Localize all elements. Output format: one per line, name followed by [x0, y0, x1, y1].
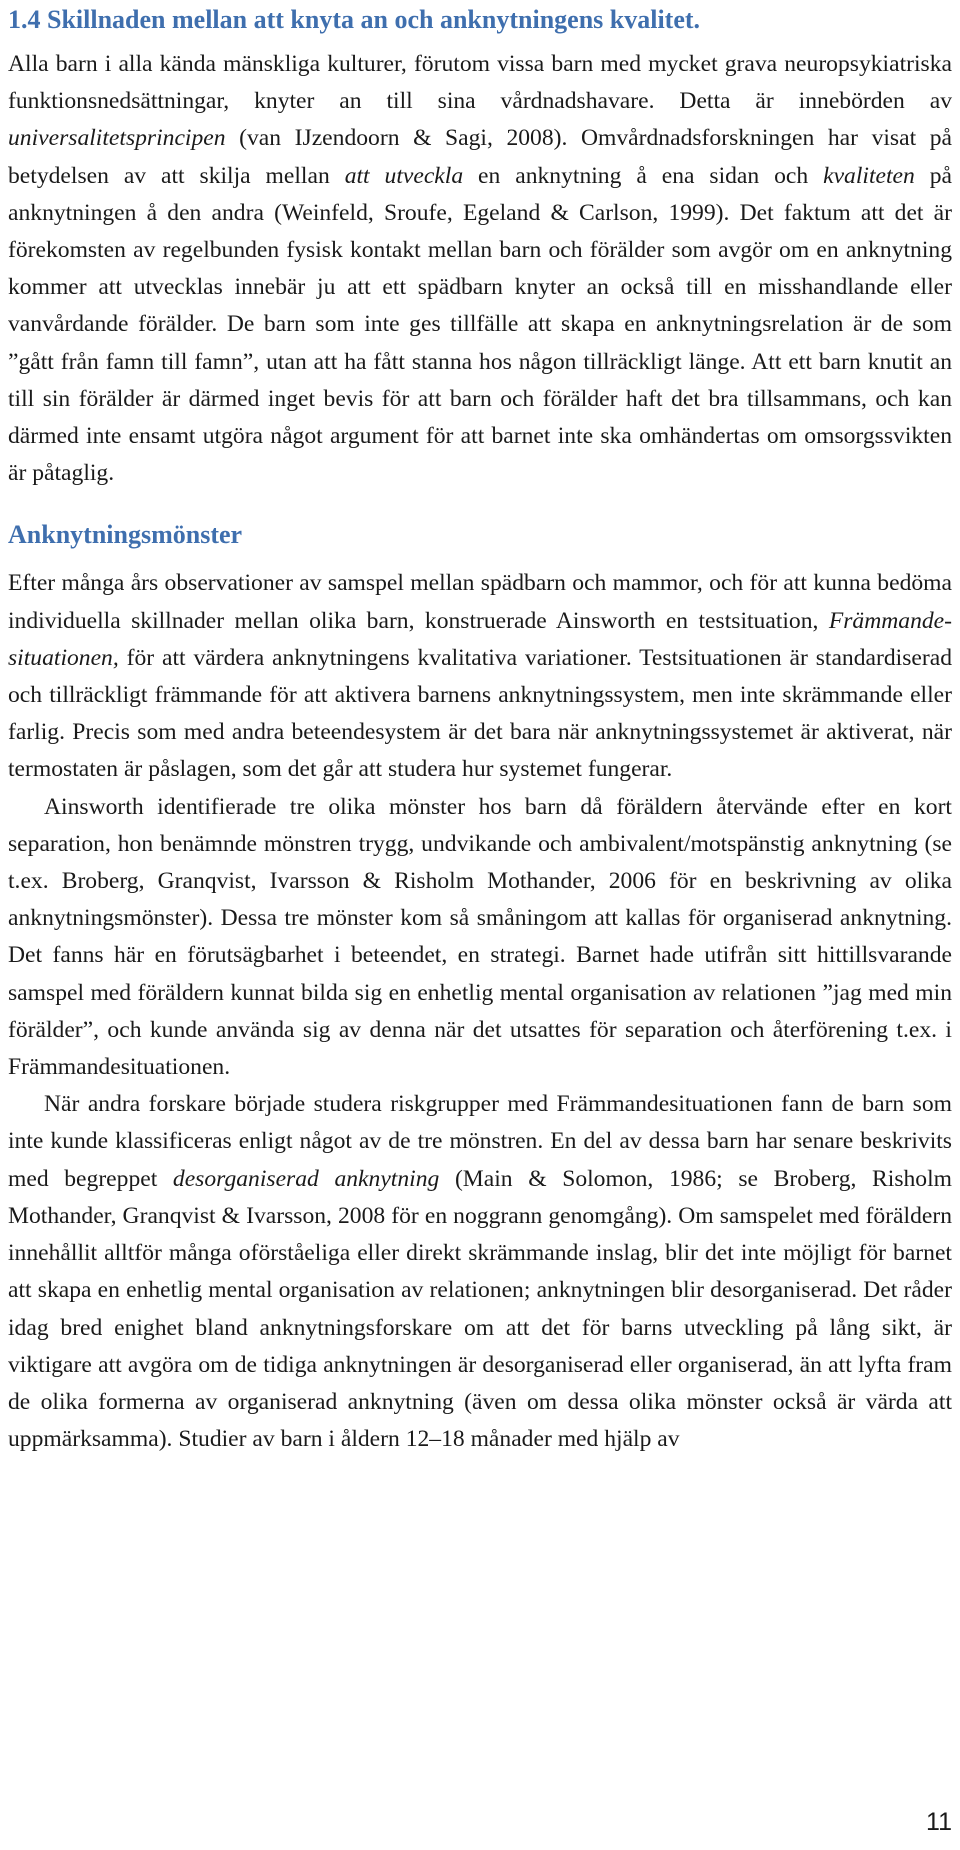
italic-term: Främmande-situationen,: [8, 607, 952, 671]
text-run: (Main & Solomon, 1986; se Broberg, Risholm Mothander, Granqvist & Ivarsson, 2008 för en noggrann genomgång). Om samspelet med föräldern innehållit alltför många oförståeliga eller direkt skrämmande inslag, blir det inte möjligt för barnet att skapa en enhetlig mental organisation av relationen; anknytningen blir desorganiserad. Det råder idag bred enighet bland anknytningsforskare om att det för barns utveckling på lång sikt, är viktigare att avgöra om de tidiga anknytningen är desorganiserad eller organiserad, än att lyfta fram de olika formerna av organiserad anknytning (även om dessa olika mönster också är värda att uppmärksamma). Studier av barn i åldern 12–18 månader med hjälp av: [8, 1165, 953, 1453]
italic-term: universalitetsprincipen: [8, 125, 226, 152]
text-run: för att värdera anknytningens kvalitativa variationer. Testsituationen är standardiserad och tillräckligt främmande för att aktivera barnens anknytningssystem, men inte skrämmande eller farlig. Precis som med andra beteendesystem är det bara när anknytningssystemet är aktiverat, när termostaten är påslagen, som det går att studera hur systemet fungerar.: [8, 644, 952, 783]
document-page: [8, 0, 952, 1458]
paragraph-4: [8, 1086, 952, 1458]
paragraph-3: Ainsworth identifierade tre olika mönster hos barn då föräldern återvände efter en kort separation, hon benämnde mönstren trygg, undvikande och ambivalent/motspänstig anknytning (se t.ex. Broberg, Granqvist, Ivarsson & Risholm Mothander, 2006 för en beskrivning av olika anknytningsmönster). Dessa tre mönster kom så småningom att kallas för organiserad anknytning. Det fanns här en förutsägbarhet i beteendet, en strategi. Barnet hade utifrån sitt hittillsvarande samspel med föräldern kunnat bilda sig en enhetlig mental organisation av relationen ”jag med min förälder”, och kunde använda sig av denna när det utsattes för separation och återförening t.ex. i Främmandesituationen.: [8, 793, 952, 1081]
text-run: När andra forskare började studera riskgrupper med Främmandesituationen fann de barn som inte kunde klassificeras enligt något av de tre mönstren. En del av dessa barn har senare beskrivits med begreppet: [8, 1091, 952, 1192]
text-run: (van IJzendoorn & Sagi, 2008). Omvårdnadsforskningen har visat på betydelsen av att skilja mellan: [8, 125, 952, 189]
text-run: en anknytning å ena sidan och: [463, 162, 824, 189]
paragraph-2: [8, 565, 952, 788]
subheading: Anknytningsmönster: [8, 520, 243, 550]
italic-term: kvaliteten: [823, 162, 915, 189]
text-run: på anknytningen å den andra (Weinfeld, Sroufe, Egeland & Carlson, 1999). Det faktum att det är förekomsten av regelbunden fysisk kontakt mellan barn och förälder som avgör om en anknytning kommer att utvecklas innebär ju att ett spädbarn knyter an också till en misshandlande eller vanvårdande förälder. De barn som inte ges tillfälle att skapa en anknytningsrelation är de som ”gått från famn till famn”, utan att ha fått stanna hos någon tillräckligt länge. Att ett barn knutit an till sin förälder är därmed inget bevis för att barn och förälder haft det bra tillsammans, och kan därmed inte ensamt utgöra något argument för att barnet inte ska omhändertas om omsorgssvikten är påtaglig.: [8, 162, 953, 487]
paragraph-1: [8, 46, 952, 492]
italic-term: desorganiserad anknytning: [172, 1165, 440, 1192]
section-heading: 1.4 Skillnaden mellan att knyta an och anknytningens kvalitet.: [8, 5, 701, 34]
text-run: Alla barn i alla kända mänskliga kulturer, förutom vissa barn med mycket grava neuropsykiatriska funktionsnedsättningar, knyter an till sina vårdnadshavare. Detta är innebörden av: [8, 51, 952, 115]
text-run: Efter många års observationer av samspel mellan spädbarn och mammor, och för att kunna bedöma individuella skillnader mellan olika barn, konstruerade Ainsworth en testsituation,: [8, 570, 952, 634]
italic-term: att utveckla: [344, 162, 464, 189]
page-number: 11: [926, 1808, 952, 1836]
